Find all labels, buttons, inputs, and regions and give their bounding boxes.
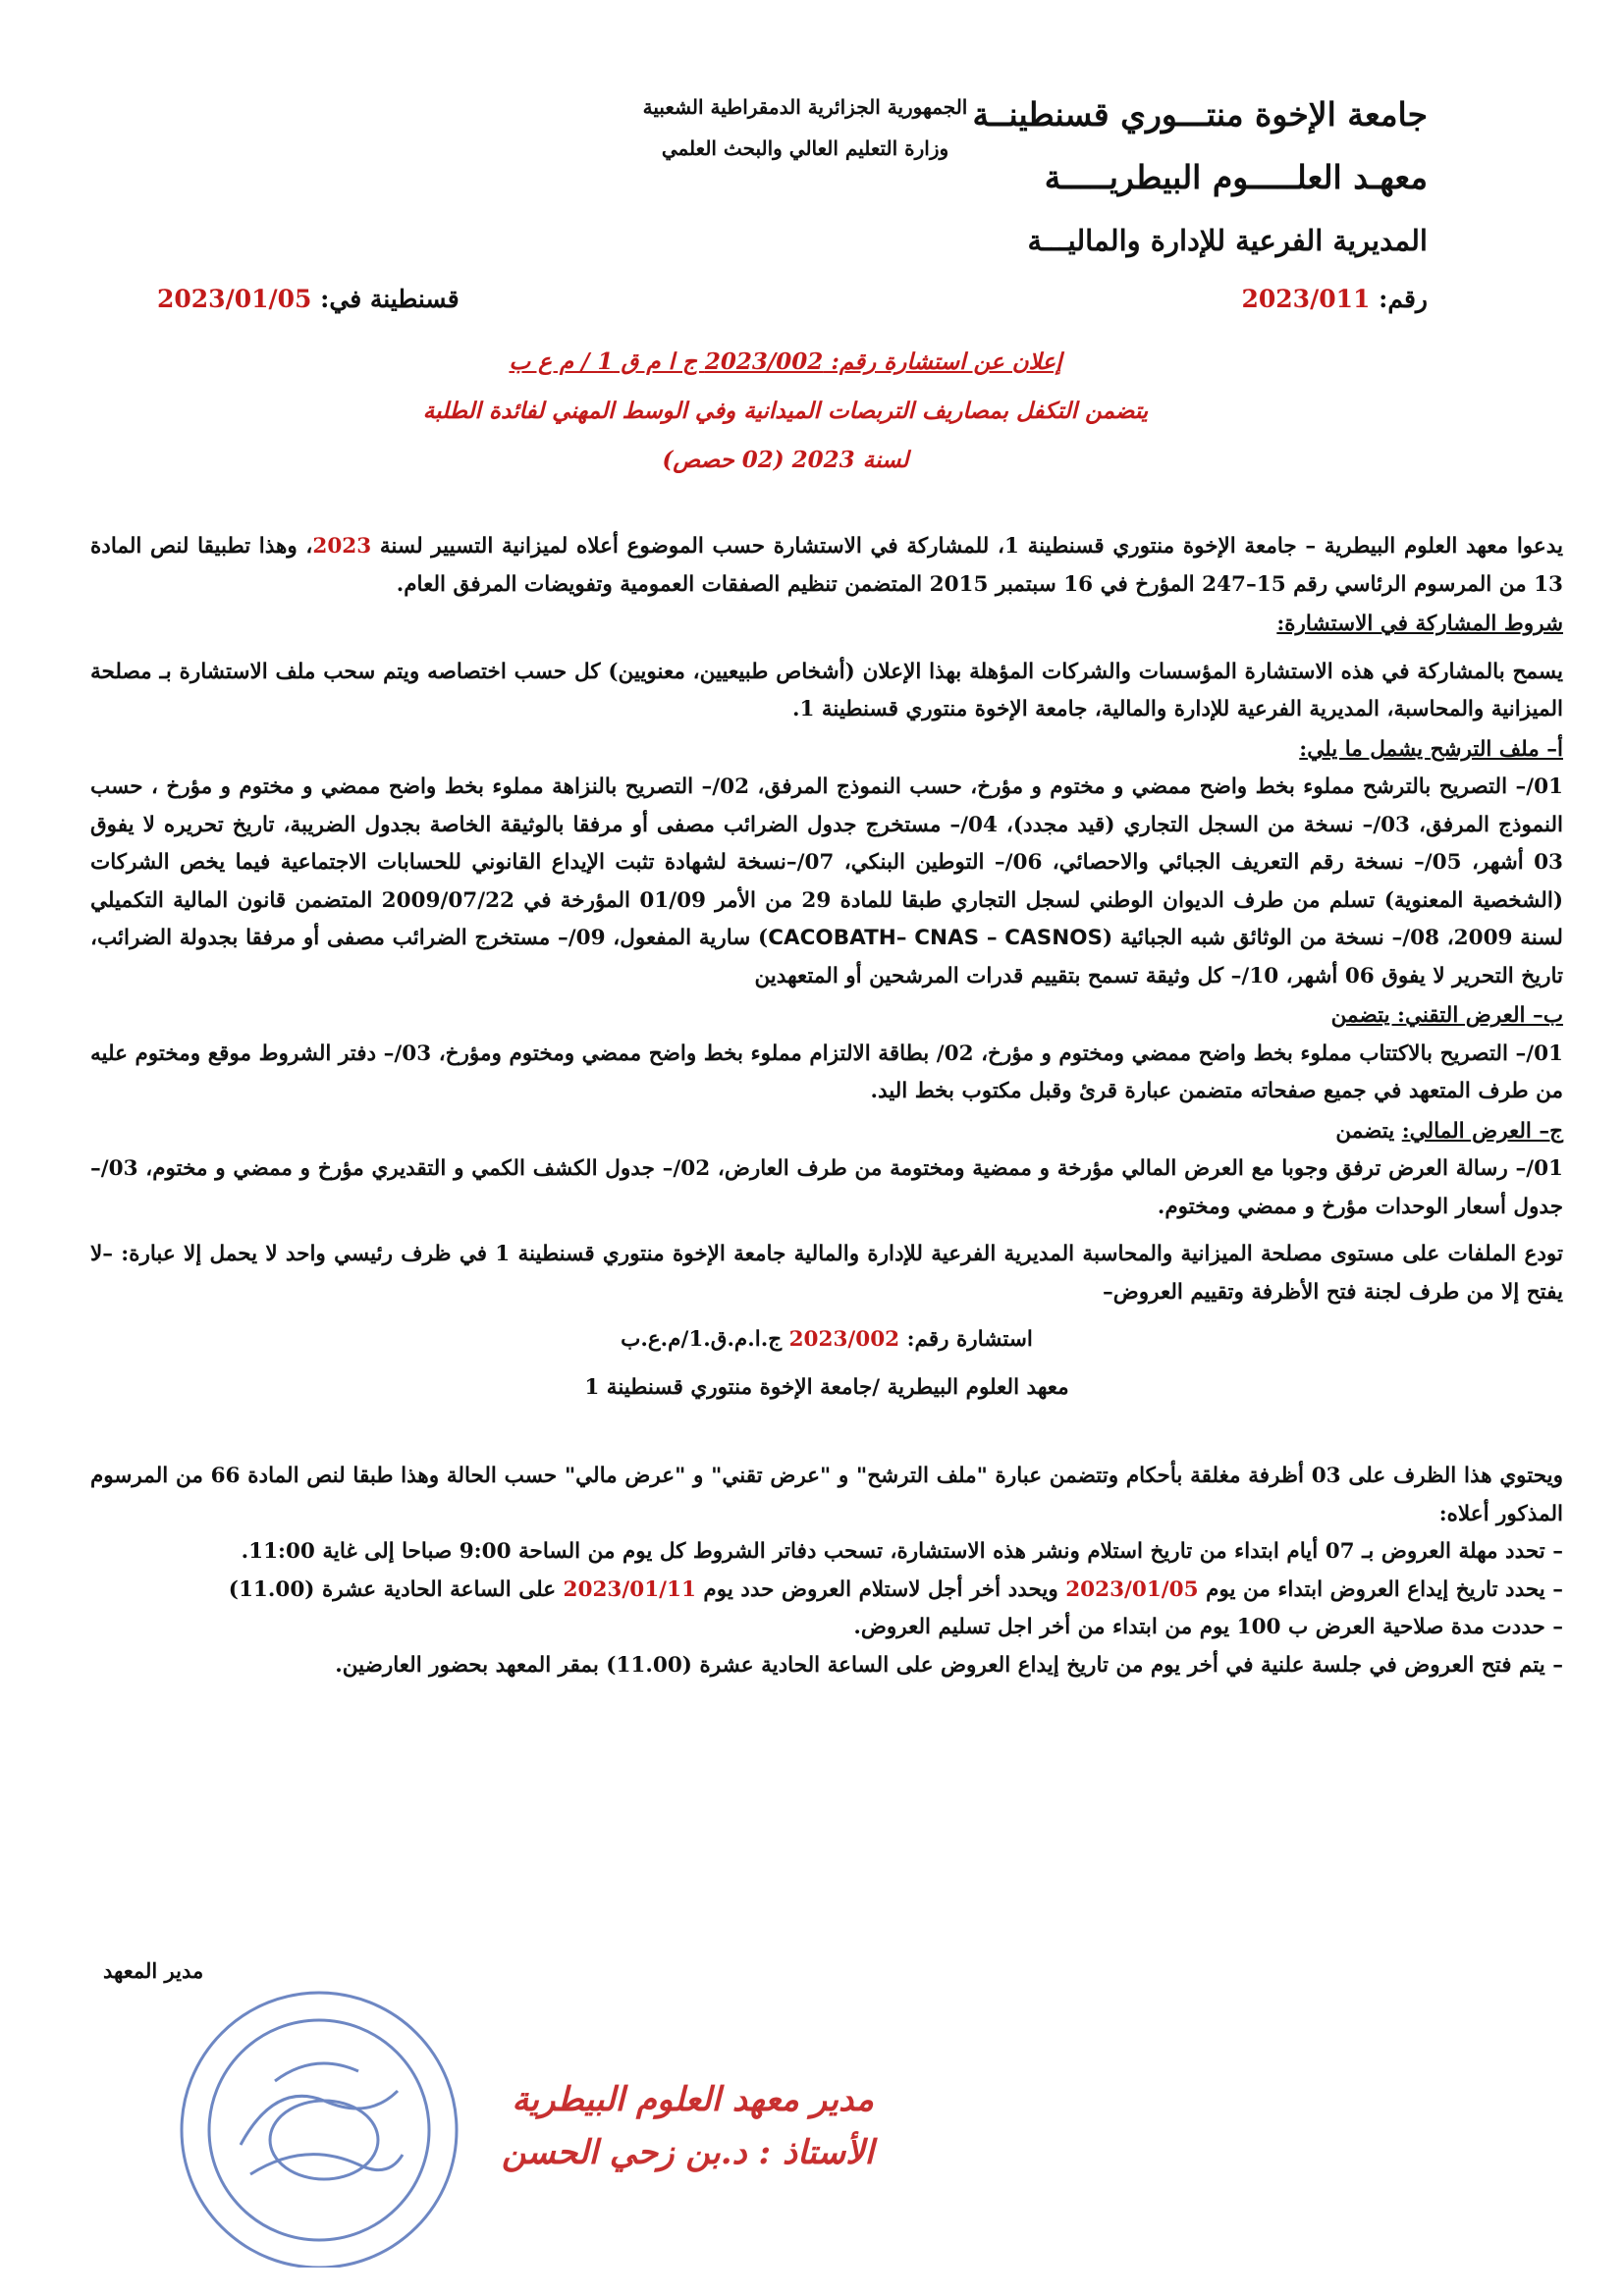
stamp-line-1: مدير معهد العلوم البيطرية xyxy=(512,2080,874,2119)
section-c-heading-line xyxy=(90,1113,1563,1151)
republic-name: الجمهورية الجزائرية الدمقراطية الشعبية xyxy=(642,95,968,119)
bullet-deposit-dates xyxy=(90,1572,1563,1610)
reference-number xyxy=(1241,285,1428,313)
intro-text-2: ، وهذا تطبيقا لنص المادة 13 من المرسوم الرئاسي رقم 15–247 المؤرخ في 16 سبتمبر 2015 المتضمن تنظيم الصفقات العمومية وتفويضات المرفق العام. xyxy=(90,534,1563,597)
bullet-2-text-2: ويحدد أخر أجل لاستلام العروض حدد يوم xyxy=(695,1576,1066,1602)
section-a-heading: أ– ملف الترشح يشمل ما يلي: xyxy=(1299,736,1563,762)
consult-number: 2023/002 xyxy=(788,1327,900,1352)
consultation-label xyxy=(90,1321,1563,1360)
bullet-2-text-3: على الساعة الحادية عشرة (11.00) xyxy=(228,1576,564,1602)
announcement-title: إعلان عن استشارة رقم: 2023/002 ج ا م ق 1 / م ع ب xyxy=(509,348,1062,375)
directorate-name: المديرية الفرعية للإدارة والماليـــة xyxy=(1027,224,1428,257)
university-name: جامعة الإخوة منتـــوري قسنطينــة xyxy=(972,95,1428,133)
section-c-heading: ج– العرض المالي: xyxy=(1401,1118,1563,1144)
bullet-2-date-1: 2023/01/05 xyxy=(1065,1576,1199,1602)
issuer-block xyxy=(917,83,1428,272)
intro-paragraph xyxy=(90,528,1563,604)
reference-label: رقم: xyxy=(1379,285,1428,313)
section-a-text-2: ) سارية المفعول، 09/– مستخرج الضرائب مصفى أو مرفقا بجدولة الضرائب، تاريخ التحرير لا يفوق 06 أشهر، 10/– كل وثيقة تسمح بتقييم قدرات المرشحين أو المتعهدين xyxy=(90,926,1563,988)
stamp-line-2: الأستاذ : د.بن زحي الحسن xyxy=(501,2133,874,2172)
date-value: 2023/01/05 xyxy=(157,285,312,313)
state-block xyxy=(628,86,982,169)
consultation-institute: معهد العلوم البيطرية /جامعة الإخوة منتوري قسنطينة 1 xyxy=(584,1374,1069,1400)
deposit-text: تودع الملفات على مستوى مصلحة الميزانية والمحاسبة المديرية الفرعية للإدارة والمالية جامعة الإخوة منتوري قسنطينة 1 في ظرف رئيسي واحد لا يحمل إلا عبارة: –لا يفتح إلا من طرف لجنة فتح الأظرفة وتقييم العروض– xyxy=(90,1242,1563,1305)
section-c-text: 01/– رسالة العرض ترفق وجوبا مع العرض المالي مؤرخة و ممضية ومختومة من طرف العارض، 02/– جدول الكشف الكمي و التقديري مؤرخ و ممضي و مختوم، 03/– جدول أسعار الوحدات مؤرخ و ممضي ومختوم. xyxy=(90,1156,1563,1219)
institute-name: معهـد العلـــــوم البيطريـــــة xyxy=(1044,158,1428,196)
document-date xyxy=(157,285,460,313)
section-b-text: 01/– التصريح بالاكتتاب مملوء بخط واضح ممضي ومختوم و مؤرخ، 02/ بطاقة الالتزام مملوء بخط واضح ممضي ومختوم ومؤرخ، 03/– دفتر الشروط موقع ومختوم عليه من طرف المتعهد في جميع صفحاته متضمن عبارة قرئ وقبل مكتوب بخط اليد. xyxy=(90,1041,1564,1103)
conditions-heading-line xyxy=(90,606,1563,644)
bullet-opening: – يتم فتح العروض في جلسة علنية في أخر يوم من تاريخ إيداع العروض على الساعة الحادية عشرة (11.00) بمقر المعهد بحضور العارضين. xyxy=(335,1652,1563,1678)
announcement-subject: يتضمن التكفل بمصاريف التربصات الميدانية وفي الوسط المهني لفائدة الطلبة xyxy=(422,398,1149,424)
section-b-heading-line xyxy=(90,997,1563,1036)
intro-year: 2023 xyxy=(312,534,372,559)
director-title: مدير المعهد xyxy=(103,1958,204,1983)
section-c-heading-rest: يتضمن xyxy=(1335,1118,1402,1144)
envelope-text: ويحتوي هذا الظرف على 03 أظرفة مغلقة بأحكام وتتضمن عبارة "ملف الترشح" و "عرض تقني" و "عرض مالي" حسب الحالة وهذا طبقا لنص المادة 66 من المرسوم المذكور أعلاه: xyxy=(90,1464,1563,1526)
announcement-titles xyxy=(295,338,1276,485)
ministry-name: وزارة التعليم العالي والبحث العلمي xyxy=(661,136,949,160)
section-b-heading: ب– العرض التقني: يتضمن xyxy=(1330,1003,1563,1028)
intro-text-1: يدعوا معهد العلوم البيطرية – جامعة الإخوة منتوري قسنطينة 1، للمشاركة في الاستشارة حسب الموضوع أعلاه لميزانية التسيير لسنة xyxy=(371,534,1563,559)
conditions-text: يسمح بالمشاركة في هذه الاستشارة المؤسسات والشركات المؤهلة بهذا الإعلان (أشخاص طبيعيين، معنويين) كل حسب اختصاصه ويتم سحب ملف الاستشارة بـ مصلحة الميزانية والمحاسبة، المديرية الفرعية للإدارة والمالية، جامعة الإخوة منتوري قسنطينة 1. xyxy=(90,659,1563,721)
date-label: قسنطينة في: xyxy=(320,285,460,313)
conditions-heading: شروط المشاركة في الاستشارة: xyxy=(1276,612,1563,636)
section-a-text xyxy=(90,769,1563,995)
parafiscal-orgs: CACOBATH– CNAS – CASNOS xyxy=(768,926,1103,950)
section-a-text-1: 01/– التصريح بالترشح مملوء بخط واضح ممضي و مختوم و مؤرخ، حسب النموذج المرفق، 02/– التصريح بالنزاهة مملوء بخط واضح ممضي و مختوم و مؤرخ ، حسب النموذج المرفق، 03/– نسخة من السجل التجاري (قيد مجدد)، 04/– مستخرج جدول الضرائب مصفى أو مرفقا بالوثيقة الخاصة بجدول الضريبة، تاريخ تحريره لا يفوق 03 أشهر، 05/– نسخة رقم التعريف الجبائي والاحصائي، 06/– التوطين البنكي، 07/–نسخة لشهادة تثبت الإيداع القانوني للحسابات الاجتماعية فيما يخص الشركات (الشخصية المعنوية) تسلم من طرف الديوان الوطني لسجل التجاري طبقا للمادة 29 من الأمر 01/09 المؤرخة في 2009/07/22 المتضمن قانون المالية التكميلي لسنة 2009، 08/– نسخة من الوثائق شبه الجبائية ( xyxy=(90,774,1564,950)
section-a-heading-line xyxy=(90,731,1563,770)
stamp-text xyxy=(422,2073,874,2179)
bullet-deadline: – تحدد مهلة العروض بـ 07 أيام ابتداء من تاريخ استلام ونشر هذه الاستشارة، تسحب دفاتر الشروط كل يوم من الساحة 9:00 صباحا إلى غاية 11:00. xyxy=(241,1539,1563,1564)
consult-suffix: ج.ا.م.ق.1/م.ع.ب xyxy=(621,1327,789,1352)
reference-value: 2023/011 xyxy=(1241,285,1371,313)
announcement-body xyxy=(90,528,1563,1684)
bullet-2-text-1: – يحدد تاريخ إيداع العروض ابتداء من يوم xyxy=(1198,1576,1563,1602)
consult-label: استشارة رقم: xyxy=(899,1327,1033,1352)
announcement-year: لسنة 2023 (02 حصص) xyxy=(662,447,909,473)
bullet-2-date-2: 2023/01/11 xyxy=(563,1576,696,1602)
bullet-validity: – حددت مدة صلاحية العرض ب 100 يوم من ابتداء من أخر اجل تسليم العروض. xyxy=(853,1615,1563,1639)
